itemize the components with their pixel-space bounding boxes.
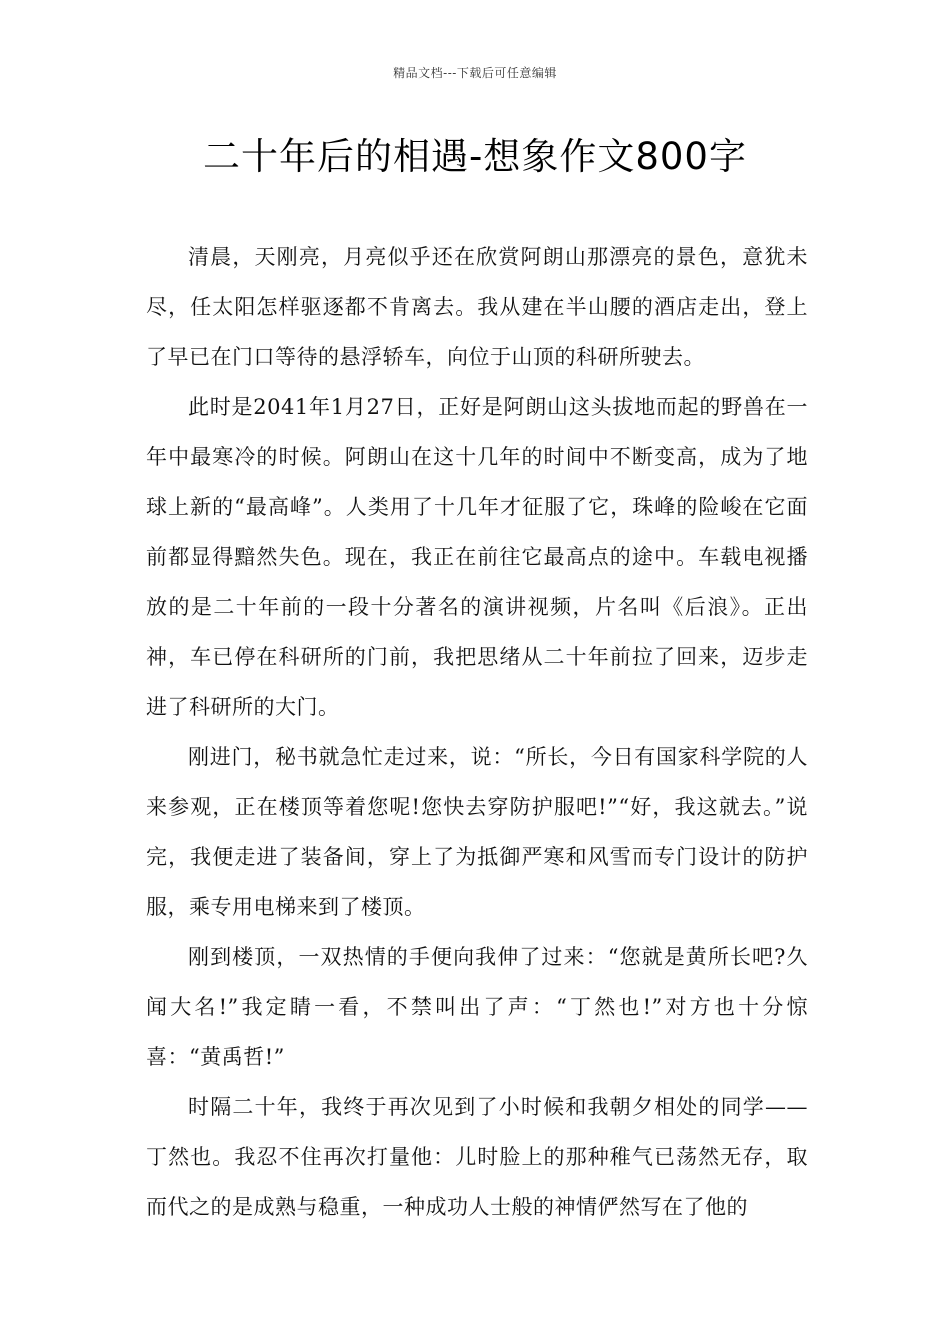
document-body [146, 232, 808, 1232]
paragraph: 此时是2041年1月27日，正好是阿朗山这头拔地而起的野兽在一年中最寒冷的时候。阿朗山在这十几年的时间中不断变高，成为了地球上新的“最高峰”。人类用了十几年才征服了它，珠峰的险峻在它面前都显得黯然失色。现在，我正在前往它最高点的途中。车载电视播放的是二十年前的一段十分著名的演讲视频，片名叫《后浪》。正出神，车已停在科研所的门前，我把思绪从二十年前拉了回来，迈步走进了科研所的大门。 [146, 395, 808, 719]
header-note: 精品文档---下载后可任意编辑 [393, 66, 557, 80]
paragraph: 刚进门，秘书就急忙走过来，说：“所长，今日有国家科学院的人来参观，正在楼顶等着您呢!您快去穿防护服吧!”“好，我这就去。”说完，我便走进了装备间，穿上了为抵御严寒和风雪而专门设计的防护服，乘专用电梯来到了楼顶。 [146, 745, 808, 919]
paragraph: 时隔二十年，我终于再次见到了小时候和我朝夕相处的同学——丁然也。我忍不住再次打量他：儿时脸上的那种稚气已荡然无存，取而代之的是成熟与稳重，一种成功人士般的神情俨然写在了他的 [146, 1095, 808, 1219]
paragraph: 清晨，天刚亮，月亮似乎还在欣赏阿朗山那漂亮的景色，意犹未尽，任太阳怎样驱逐都不肯离去。我从建在半山腰的酒店走出，登上了早已在门口等待的悬浮轿车，向位于山顶的科研所驶去。 [146, 245, 808, 369]
document-title: 二十年后的相遇-想象作文800字 [203, 135, 747, 178]
paragraph: 刚到楼顶，一双热情的手便向我伸了过来：“您就是黄所长吧?久闻大名!”我定睛一看，不禁叫出了声：“丁然也!”对方也十分惊喜：“黄禹哲!” [146, 945, 808, 1069]
